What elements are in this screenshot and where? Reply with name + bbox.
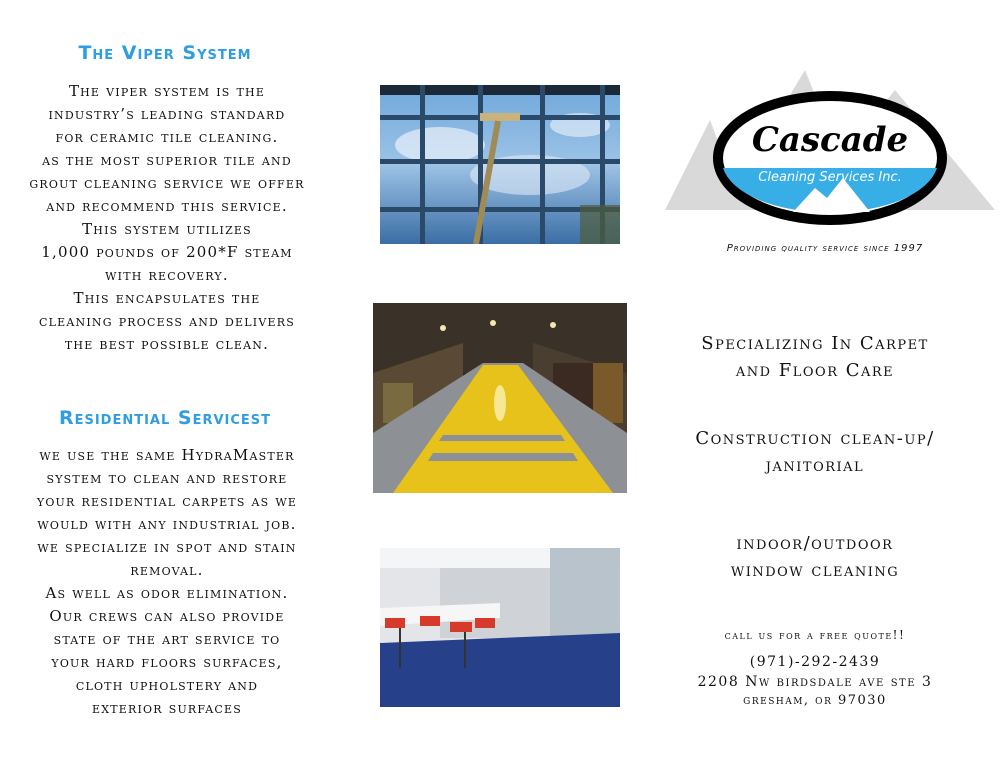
residential-paragraph [0,444,334,720]
viper-line: and recommend this service. [46,197,288,215]
address-line1: 2208 Nw birdsdale ave ste 3 [697,674,933,690]
residential-line: would with any industrial job. [37,515,297,533]
viper-line: This system utilizes [82,220,252,238]
service-construction-line1: Construction clean-up/ [695,428,935,449]
viper-line: industry’s leading standard [48,105,286,123]
service-carpet-line1: Specializing In Carpet [701,333,929,354]
residential-line: your hard floors surfaces, [51,653,283,671]
viper-paragraph [0,80,334,356]
phone-number: (971)-292-2439 [749,654,881,670]
viper-line: The viper system is the [68,82,266,100]
viper-line: for ceramic tile cleaning. [55,128,279,146]
logo-name: Cascade [751,120,909,160]
quote-call-to-action: call us for a free quote!! [724,628,906,642]
service-window-line1: indoor/outdoor [736,533,894,554]
residential-line: system to clean and restore [46,469,288,487]
service-construction-line2: janitorial [765,455,865,476]
residential-line: cloth upholstery and [75,676,259,694]
viper-line: grout cleaning service we offer [29,174,305,192]
logo-subtitle: Cleaning Services Inc. [758,170,902,185]
residential-line: we use the same HydraMaster [39,446,295,464]
viper-heading: The Viper System [78,42,252,64]
residential-line: Our crews can also provide [49,607,285,625]
window-cleaning-photo [380,85,620,244]
viper-line: 1,000 pounds of 200*F steam [41,243,293,261]
viper-line: as the most superior tile and [42,151,292,169]
service-carpet-line2: and Floor Care [735,360,895,381]
residential-line: we specialize in spot and stain [37,538,297,556]
conference-room-photo [380,548,620,707]
residential-line: exterior surfaces [91,699,242,717]
viper-line: This encapsulates the [73,289,261,307]
service-window-line2: window cleaning [730,560,900,581]
logo-tagline: Providing quality service since 1997 [726,243,924,254]
viper-line: the best possible clean. [64,335,270,353]
residential-line: state of the art service to [53,630,281,648]
residential-line: As well as odor elimination. [45,584,289,602]
residential-line: your residential carpets as we [36,492,298,510]
mountain-logo-graphic [665,60,995,260]
residential-heading: Residential Servicest [58,407,272,429]
warehouse-floor-photo [373,303,627,493]
company-logo [665,60,995,260]
residential-line: removal. [130,561,204,579]
viper-line: cleaning process and delivers [39,312,295,330]
viper-line: with recovery. [105,266,229,284]
address-line2: gresham, or 97030 [743,693,887,708]
